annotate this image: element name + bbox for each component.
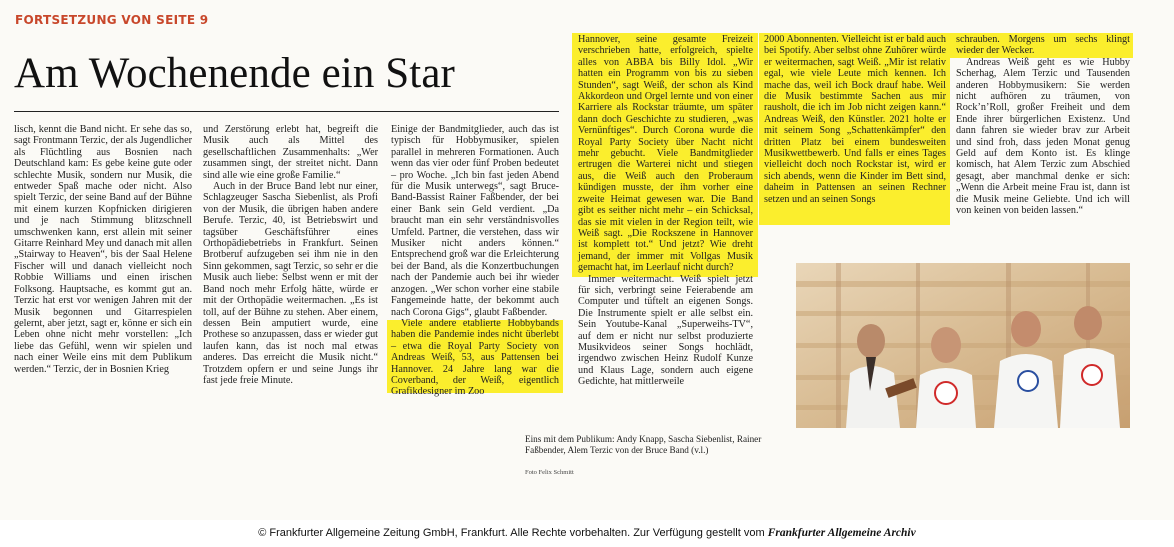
paragraph: 2000 Abonnenten. Vielleicht ist er bald auch bei Spotify. Aber selbst ohne Zuhörer würde er weitermachen, sagt Weiß. „Mir ist relativ egal, wie viele Leute mich kennen. Ich mache das, weil ich Bock drauf habe. Weil die Musik bestimmte Sachen aus mir rausholt, die ich im Job nicht zeigen kann.“ Andreas Weiß, den Künstler. 2021 holte er mit seinem Song „Schattenkämpfer“ den dritten Platz bei einem bundesweiten Musikwettbewerb. Und falls er eines Tages vielleicht doch noch Rockstar ist, wird er sich abends, wenn die Kinder im Bett sind, daheim in Pattensen an seinen Rechner setzen und an seinen Songs [764, 34, 946, 205]
article-column-3 [391, 124, 559, 398]
paragraph: Hannover, seine gesamte Freizeit verschrieben hatte, erfolgreich, spielte alles von ABBA bis Billy Idol. „Wir hatten ein Programm von bis zu sieben Stunden“, sagt Weiß, der schon als Kind Akkordeon und Orgel lernte und von einer Karriere als Rockstar träumte, um später dann doch Geschichte zu studieren, „was Vernünftiges“. Durch Corona wurde die Royal Party Society über Nacht nicht mehr gebucht. Viele Bandmitglieder ertrugen die Warterei nicht und stiegen aus, die Weiß auch den Proberaum kündigen musste, der ihm vorher eine zweite Heimat gewesen war. Die Band gibt es seither nicht mehr – ein Schicksal, das sie mit vielen in der Region teilt, wie Weiß sagt. „Die Rockszene in Hannover ist komplett tot.“ Und jetzt? Wie dreht jemand, der immer mit Vollgas Musik gemacht hat, im Leerlauf nicht durch? [578, 34, 753, 274]
band-photo-image [796, 263, 1130, 428]
photo-caption: Eins mit dem Publikum: Andy Knapp, Sascha Siebenlist, Rainer Faßbender, Alem Terzic von der Bruce Band (v.l.) [525, 434, 762, 455]
paragraph: schrauben. Morgens um sechs klingt wieder der Wecker. [956, 34, 1130, 57]
article-column-6 [956, 34, 1130, 217]
article-column-2 [203, 124, 378, 386]
article-column-1 [14, 124, 192, 375]
copyright-text: © Frankfurter Allgemeine Zeitung GmbH, Frankfurt. Alle Rechte vorbehalten. Zur Verfügung gestellt vom [258, 527, 765, 539]
band-photo [796, 263, 1130, 428]
paragraph: Viele andere etablierte Hobbybands haben die Pandemie indes nicht überlebt – etwa die Royal Party Society von Andreas Weiß, 53, aus Pattensen bei Hannover. 24 Jahre lang war die Coverband, der Weiß, eigentlich Grafikdesigner im Zoo [391, 317, 559, 398]
paragraph: lisch, kennt die Band nicht. Er sehe das so, sagt Frontmann Terzic, der als Jugendlicher als Flüchtling aus Bosnien nach Deutschland kam: Es gebe keine gute oder schlechte Musik, sondern nur Musik, die entweder Spaß mache oder nicht. Also spielt Terzic, der seine Band auf der Bühne mit einem kurzen Kopfnicken dirigieren und je nach Stimmung blitzschnell umschwenken kann, erst allein mit seiner Gitarre Reinhard Mey und danach mit allen „Stairway to Heaven“, bis der Saal Helene Fischer will und danach vielleicht noch Robbie Williams und einen irischen Folksong. Hauptsache, es kommt gut an. Terzic hat erst vor wenigen Jahren mit der Musik begonnen und Gitarrespielen gelernt, aber jetzt, sagt er, könne er sich ein Leben ohne nicht mehr vorstellen: „Ich liebe das Gefühl, wenn wir spielen und nach einer Weile eins mit dem Publikum werden.“ Terzic, der in Bosnien Krieg [14, 124, 192, 375]
article-column-5 [764, 34, 946, 205]
paragraph: Einige der Bandmitglieder, auch das ist typisch für Hobbymusiker, spielen parallel in mehreren Formationen. Auch wenn das vier oder fünf Proben bedeutet – pro Woche. „Ich bin fast jeden Abend für die Musik unterwegs“, sagt Bruce-Band-Bassist Rainer Faßbender, der bei einer Bank sein Geld verdient. „Da braucht man ein sehr verständnisvolles Umfeld. Partner, die verstehen, dass wir Musiker nicht anders können.“ Entsprechend groß war die Erleichterung bei der Band, als die Konzertbuchungen nach der Pandemie auch bei ihr wieder anzogen. „Wer schon vorher eine stabile Fangemeinde hatte, der bekommt auch nach Corona Gigs“, glaubt Faßbender. [391, 124, 559, 318]
kicker: FORTSETZUNG VON SEITE 9 [15, 13, 209, 27]
paragraph: Auch in der Bruce Band lebt nur einer, Schlagzeuger Sascha Siebenlist, als Profi von der Musik, die übrigen haben andere Berufe. Terzic, 40, ist Betriebswirt und tagsüber Geschäftsführer eines Orthopädiebetriebs in Frankfurt. Seinen Brotberuf aufzugeben sei ihm nie in den Sinn gekommen, sagt Terzic, so sehr er die Musik auch liebe: Selbst wenn er mit der Band noch mehr Erfolg hätte, würde er mit der Orthopädie weitermachen. „Es ist toll, auf der Bühne zu stehen. Aber einem, dessen Bein amputiert wurde, eine Prothese so anzupassen, dass er wieder gut laufen kann, das ist noch mal etwas anderes. Das erreicht die Musik nicht.“ Trotzdem opfern er und seine Jungs ihr fast jede freie Minute. [203, 181, 378, 386]
footer [0, 527, 1174, 539]
archive-brand: Frankfurter Allgemeine Archiv [767, 527, 916, 539]
paragraph: und Zerstörung erlebt hat, begreift die Musik auch als Mittel des gesellschaftlichen Zusammenhalts: „Wer zusammen singt, der streitet nicht. Dann sind alle wie eine große Familie.“ [203, 124, 378, 181]
paragraph: Andreas Weiß geht es wie Hubby Scherhag, Alem Terzic und Tausenden anderen Hobbymusikern: Sie werden nicht aufhören zu träumen, von Rock’n’Roll, großer Freiheit und dem Ende ihrer bürgerlichen Existenz. Und dann fahren sie wieder brav zur Arbeit und sind froh, dass jeden Monat genug Geld auf dem Konto ist. Es klinge komisch, hat Alem Terzic zum Abschied gesagt, aber manchmal denke er sich: „Wenn die Arbeit meine Frau ist, dann ist die Musik meine Geliebte. Und ich will von keinen von beiden lassen.“ [956, 56, 1130, 217]
headline-rule [14, 111, 559, 112]
article-column-4 [578, 34, 753, 388]
photo-credit: Foto Felix Schmitt [525, 469, 574, 476]
paragraph: Immer weitermacht. Weiß spielt jetzt für sich, verbringt seine Feierabende am Computer und tüftelt an eigenen Songs. Die Instrumente spielt er alle selbst ein. Sein Youtube-Kanal „Superweihs-TV“, auf dem er nicht nur selbst produzierte Musikvideos seiner Songs hochlädt, irgendwo zwischen Heinz Rudolf Kunze und Klaus Lage, sondern auch eigene Gedichte, hat mittlerweile [578, 273, 753, 388]
headline: Am Wochenende ein Star [14, 50, 455, 97]
